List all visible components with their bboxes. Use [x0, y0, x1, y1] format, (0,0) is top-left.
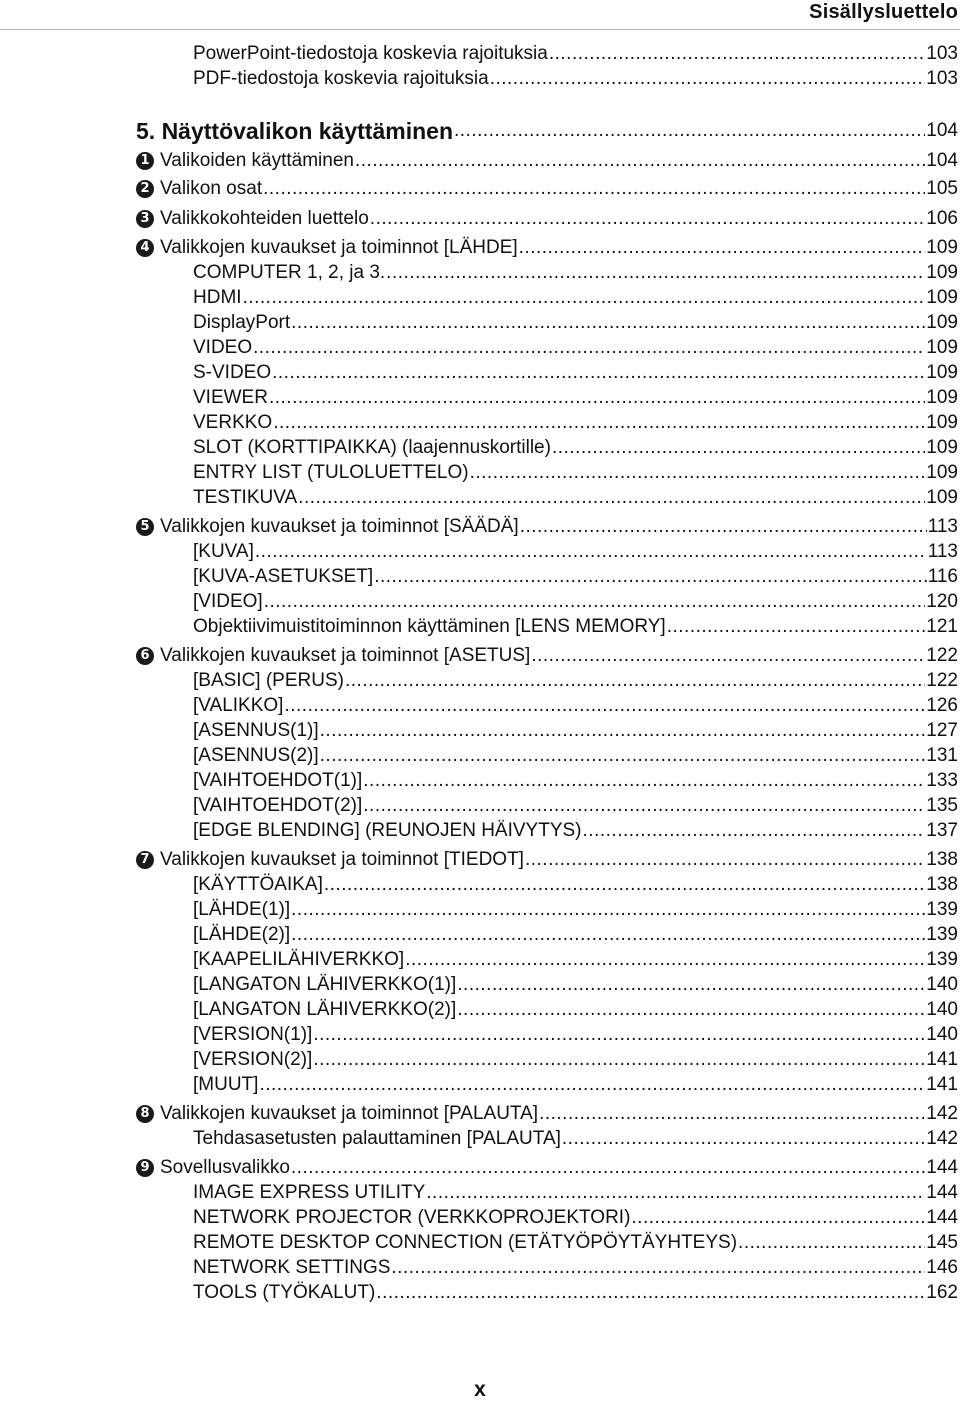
- toc-entry[interactable]: [193, 65, 958, 90]
- toc-entry-label: [KAAPELILÄHIVERKKO]: [193, 949, 405, 970]
- section-number-badge: 4: [136, 239, 154, 257]
- toc-entry-label: ENTRY LIST (TULOLUETTELO): [193, 462, 469, 483]
- toc-entry-page-number: 146: [926, 1257, 958, 1278]
- toc-entry-page-number: 113: [927, 516, 958, 537]
- dot-leader: [457, 999, 925, 1021]
- toc-entry-page-number: 145: [926, 1232, 958, 1253]
- toc-entry-label: Valikkojen kuvaukset ja toiminnot [LÄHDE]: [160, 237, 518, 258]
- toc-entry[interactable]: [160, 1100, 958, 1125]
- toc-entry-label: Valikkokohteiden luettelo: [160, 208, 369, 229]
- dot-leader: [631, 1207, 925, 1229]
- toc-entry-page-number: 138: [926, 874, 958, 895]
- toc-entry-page-number: 144: [926, 1157, 958, 1178]
- toc-entry[interactable]: [193, 871, 958, 896]
- dot-leader: [253, 337, 925, 359]
- toc-entry-label: PowerPoint-tiedostoja koskevia rajoituksia: [193, 43, 548, 64]
- toc-entry-label: Valikoiden käyttäminen: [160, 150, 354, 171]
- toc-entry-page-number: 109: [926, 262, 958, 283]
- toc-entry-label: NETWORK PROJECTOR (VERKKOPROJEKTORI): [193, 1207, 631, 1228]
- toc-entry-page-number: 122: [926, 645, 958, 666]
- toc-entry[interactable]: [160, 234, 958, 259]
- toc-entry[interactable]: [193, 1204, 958, 1229]
- dot-leader: [470, 462, 926, 484]
- dot-leader: [549, 43, 925, 65]
- toc-entry-label: PDF-tiedostoja koskevia rajoituksia: [193, 68, 489, 89]
- toc-entry-label: [KUVA]: [193, 541, 254, 562]
- toc-entry[interactable]: [193, 334, 958, 359]
- toc-entry[interactable]: [160, 846, 958, 871]
- section-number-badge: 5: [136, 518, 154, 536]
- toc-entry-label: [ASENNUS(2)]: [193, 745, 319, 766]
- dot-leader: [520, 516, 927, 538]
- toc-entry-label: TESTIKUVA: [193, 487, 298, 508]
- dot-leader: [345, 670, 925, 692]
- dot-leader: [291, 312, 925, 334]
- dot-leader: [376, 1282, 925, 1304]
- toc-entry[interactable]: [193, 434, 958, 459]
- toc-entry[interactable]: [193, 613, 958, 638]
- toc-entry-label: REMOTE DESKTOP CONNECTION (ETÄTYÖPÖYTÄYHTEYS): [193, 1232, 738, 1253]
- dot-leader: [457, 974, 925, 996]
- toc-entry-label: NETWORK SETTINGS: [193, 1257, 391, 1278]
- toc-entry-page-number: 138: [926, 849, 958, 870]
- toc-entry-page-number: 144: [926, 1182, 958, 1203]
- dot-leader: [284, 695, 925, 717]
- toc-entry[interactable]: [193, 996, 958, 1021]
- toc-entry[interactable]: [193, 817, 958, 842]
- toc-entry[interactable]: [160, 642, 958, 667]
- dot-leader: [667, 616, 926, 638]
- toc-entry-label: [ASENNUS(1)]: [193, 720, 319, 741]
- toc-entry[interactable]: [160, 513, 958, 538]
- toc-entry[interactable]: [193, 717, 958, 742]
- toc-entry-page-number: 131: [926, 745, 958, 766]
- dot-leader: [363, 795, 925, 817]
- dot-leader: [426, 1182, 925, 1204]
- toc-entry-label: [KÄYTTÖAIKA]: [193, 874, 323, 895]
- toc-entry[interactable]: [193, 971, 958, 996]
- toc-entry[interactable]: [160, 147, 958, 172]
- toc-entry[interactable]: [193, 359, 958, 384]
- dot-leader: [264, 591, 926, 613]
- toc-entry-label: VERKKO: [193, 412, 273, 433]
- toc-entry[interactable]: [193, 409, 958, 434]
- toc-entry-page-number: 142: [926, 1103, 958, 1124]
- toc-entry-label: VIDEO: [193, 337, 253, 358]
- toc-entry-label: Valikkojen kuvaukset ja toiminnot [PALAUTA]: [160, 1103, 539, 1124]
- toc-entry-label: [VALIKKO]: [193, 695, 284, 716]
- dot-leader: [272, 362, 925, 384]
- toc-entry-label: Valikkojen kuvaukset ja toiminnot [TIEDOT]: [160, 849, 524, 870]
- dot-leader: [291, 924, 925, 946]
- toc-entry-label: [KUVA-ASETUKSET]: [193, 566, 374, 587]
- toc-entry[interactable]: [193, 563, 958, 588]
- dot-leader: [738, 1232, 925, 1254]
- toc-entry[interactable]: [193, 1125, 958, 1150]
- page-header-title: Sisällysluettelo: [809, 1, 958, 23]
- toc-entry-page-number: 103: [926, 68, 958, 89]
- toc-entry-label: Objektiivimuistitoiminnon käyttäminen [LENS MEMORY]: [193, 616, 666, 637]
- toc-entry-page-number: 137: [926, 820, 958, 841]
- toc-entry[interactable]: [193, 259, 958, 284]
- toc-entry[interactable]: [193, 921, 958, 946]
- toc-entry-label: SLOT (KORTTIPAIKKA) (laajennuskortille): [193, 437, 551, 458]
- toc-entry-label: TOOLS (TYÖKALUT): [193, 1282, 376, 1303]
- toc-entry-label: [MUUT]: [193, 1074, 259, 1095]
- toc-entry-label: [VIDEO]: [193, 591, 263, 612]
- toc-entry-page-number: 109: [926, 387, 958, 408]
- toc-entry-page-number: 106: [926, 208, 958, 229]
- dot-leader: [531, 645, 925, 667]
- toc-entry[interactable]: [193, 309, 958, 334]
- dot-leader: [313, 1024, 925, 1046]
- dot-leader: [374, 566, 927, 588]
- toc-entry-label: [LANGATON LÄHIVERKKO(2)]: [193, 999, 457, 1020]
- dot-leader: [454, 120, 925, 142]
- toc-entry-label: [LÄHDE(2)]: [193, 924, 291, 945]
- toc-entry[interactable]: [193, 459, 958, 484]
- toc-entry-page-number: 139: [926, 949, 958, 970]
- toc-entry-page-number: 139: [926, 899, 958, 920]
- toc-entry-label: IMAGE EXPRESS UTILITY: [193, 1182, 426, 1203]
- dot-leader: [490, 68, 926, 90]
- toc-entry[interactable]: [160, 175, 958, 200]
- toc-entry-page-number: 109: [926, 362, 958, 383]
- toc-entry-page-number: 139: [926, 924, 958, 945]
- toc-entry-page-number: 109: [926, 462, 958, 483]
- toc-entry[interactable]: [193, 588, 958, 613]
- toc-entry-page-number: 109: [926, 412, 958, 433]
- toc-entry-page-number: 103: [926, 43, 958, 64]
- dot-leader: [562, 1128, 925, 1150]
- dot-leader: [243, 287, 926, 309]
- dot-leader: [525, 849, 925, 871]
- toc-entry-label: [VAIHTOEHDOT(1)]: [193, 770, 363, 791]
- dot-leader: [259, 1074, 925, 1096]
- toc-entry-page-number: 109: [926, 312, 958, 333]
- toc-entry-page-number: 140: [926, 1024, 958, 1045]
- toc-entry-label: [VERSION(2)]: [193, 1049, 313, 1070]
- toc-entry-page-number: 116: [927, 566, 958, 587]
- toc-entry-page-number: 142: [926, 1128, 958, 1149]
- toc-entry-label: [EDGE BLENDING] (REUNOJEN HÄIVYTYS): [193, 820, 582, 841]
- toc-entry[interactable]: [193, 667, 958, 692]
- toc-entry[interactable]: [193, 792, 958, 817]
- toc-entry-label: Valikon osat: [160, 178, 263, 199]
- toc-entry-label: Valikkojen kuvaukset ja toiminnot [SÄÄDÄ]: [160, 516, 519, 537]
- dot-leader: [320, 720, 926, 742]
- toc-entry-page-number: 109: [926, 337, 958, 358]
- dot-leader: [583, 820, 926, 842]
- dot-leader: [291, 899, 925, 921]
- toc-entry-label: [VAIHTOEHDOT(2)]: [193, 795, 363, 816]
- toc-entry-page-number: 109: [926, 487, 958, 508]
- section-number-badge: 8: [136, 1105, 154, 1123]
- toc-entry-page-number: 133: [926, 770, 958, 791]
- toc-entry[interactable]: [193, 692, 958, 717]
- dot-leader: [552, 437, 925, 459]
- dot-leader: [273, 412, 925, 434]
- dot-leader: [291, 1157, 925, 1179]
- toc-entry-label: S-VIDEO: [193, 362, 272, 383]
- section-number-badge: 3: [136, 210, 154, 228]
- toc-entry-label: [LANGATON LÄHIVERKKO(1)]: [193, 974, 457, 995]
- dot-leader: [255, 541, 927, 563]
- toc-entry-page-number: 144: [926, 1207, 958, 1228]
- toc-entry-page-number: 141: [926, 1049, 958, 1070]
- toc-entry-page-number: 127: [926, 720, 958, 741]
- section-number-badge: 9: [136, 1159, 154, 1177]
- toc-entry-page-number: 126: [926, 695, 958, 716]
- toc-entry[interactable]: [160, 1154, 958, 1179]
- toc-entry[interactable]: [193, 742, 958, 767]
- page-header: [0, 0, 960, 30]
- dot-leader: [391, 1257, 925, 1279]
- toc-entry[interactable]: [193, 284, 958, 309]
- toc-entry-page-number: 140: [926, 974, 958, 995]
- toc-entry-page-number: 122: [926, 670, 958, 691]
- toc-entry[interactable]: [193, 384, 958, 409]
- toc-entry[interactable]: [193, 946, 958, 971]
- toc-entry-page-number: 140: [926, 999, 958, 1020]
- toc-entry[interactable]: [193, 484, 958, 509]
- dot-leader: [370, 208, 926, 230]
- toc-entry[interactable]: [193, 1179, 958, 1204]
- dot-leader: [405, 949, 925, 971]
- toc-entry-page-number: 109: [926, 237, 958, 258]
- toc-entry-page-number: 121: [926, 616, 958, 637]
- dot-leader: [269, 387, 925, 409]
- toc-entry-label: Valikkojen kuvaukset ja toiminnot [ASETUS]: [160, 645, 531, 666]
- toc-entry-label: [VERSION(1)]: [193, 1024, 313, 1045]
- toc-entry[interactable]: [193, 1071, 958, 1096]
- dot-leader: [539, 1103, 925, 1125]
- toc-entry-label: DisplayPort: [193, 312, 291, 333]
- section-number-badge: 7: [136, 851, 154, 869]
- toc-entry[interactable]: [193, 1254, 958, 1279]
- toc-entry-label: COMPUTER 1, 2, ja 3.: [193, 262, 386, 283]
- toc-entry[interactable]: [193, 40, 958, 65]
- dot-leader: [320, 745, 926, 767]
- toc-entry-page-number: 162: [926, 1282, 958, 1303]
- dot-leader: [355, 150, 925, 172]
- toc-entry[interactable]: [193, 1229, 958, 1254]
- dot-leader: [386, 262, 925, 284]
- dot-leader: [519, 237, 926, 259]
- toc-chapter-heading[interactable]: [136, 112, 958, 142]
- toc-entry[interactable]: [193, 1021, 958, 1046]
- page-number: x: [474, 1378, 486, 1401]
- dot-leader: [298, 487, 925, 509]
- toc-entry[interactable]: [193, 767, 958, 792]
- toc-entry-page-number: 141: [926, 1074, 958, 1095]
- dot-leader: [313, 1049, 925, 1071]
- toc-entry-label: HDMI: [193, 287, 242, 308]
- toc-entry-label: VIEWER: [193, 387, 268, 408]
- toc-entry-page-number: 120: [926, 591, 958, 612]
- dot-leader: [363, 770, 925, 792]
- dot-leader: [263, 178, 925, 200]
- toc-entry-label: Tehdasasetusten palauttaminen [PALAUTA]: [193, 1128, 561, 1149]
- toc-entry-page-number: 104: [926, 120, 958, 141]
- dot-leader: [324, 874, 925, 896]
- toc-entry-label: Sovellusvalikko: [160, 1157, 290, 1178]
- toc-entry-label: 5. Näyttövalikon käyttäminen: [136, 118, 453, 144]
- toc-entry-page-number: 105: [926, 178, 958, 199]
- toc-entry-page-number: 109: [926, 287, 958, 308]
- toc-entry[interactable]: [193, 1279, 958, 1304]
- toc-entry-page-number: 104: [926, 150, 958, 171]
- toc-entry[interactable]: [193, 538, 958, 563]
- toc-entry-page-number: 109: [926, 437, 958, 458]
- toc-entry[interactable]: [193, 896, 958, 921]
- section-number-badge: 6: [136, 647, 154, 665]
- toc-entry-label: [LÄHDE(1)]: [193, 899, 291, 920]
- section-number-badge: 2: [136, 180, 154, 198]
- section-number-badge: 1: [136, 152, 154, 170]
- toc-entry[interactable]: [193, 1046, 958, 1071]
- toc-entry-label: [BASIC] (PERUS): [193, 670, 344, 691]
- toc-entry[interactable]: [160, 205, 958, 230]
- toc-entry-page-number: 135: [926, 795, 958, 816]
- toc-entry-page-number: 113: [927, 541, 958, 562]
